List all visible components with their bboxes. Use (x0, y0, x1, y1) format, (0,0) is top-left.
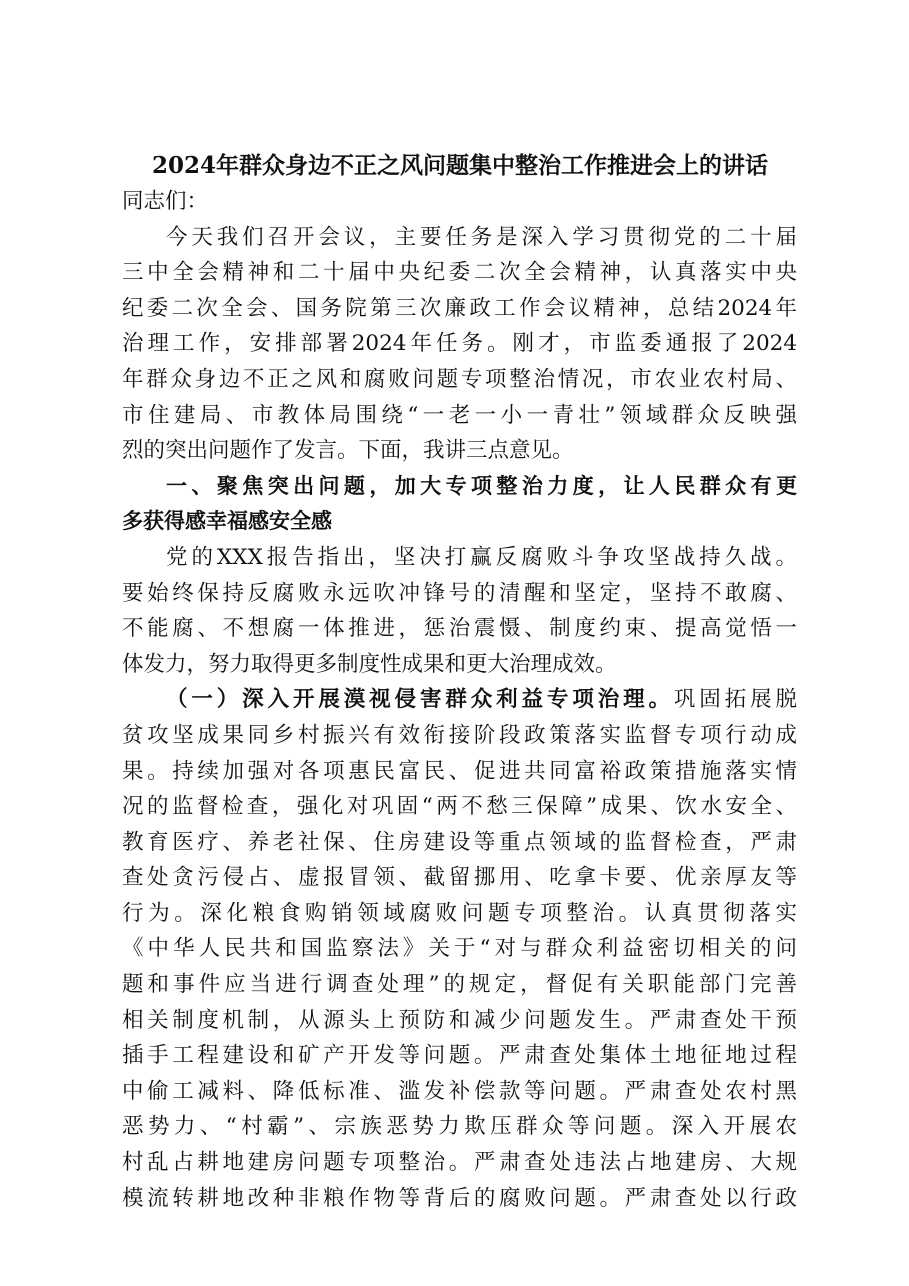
line-text: 要始终保持反腐败永远吹冲锋号的清醒和坚定，坚持不敢腐、 (122, 580, 797, 606)
line-text: 果。持续加强对各项惠民富民、促进共同富裕政策措施落实情 (122, 758, 797, 784)
line-text: 烈的突出问题作了发言。下面，我讲三点意见。 (122, 438, 574, 464)
text-line (122, 789, 797, 825)
text-line (122, 860, 797, 896)
line-text: 插手工程建设和矿产开发等问题。严肃查处集体土地征地过程 (122, 1043, 797, 1069)
text-line (122, 1109, 797, 1145)
text-line (122, 576, 797, 612)
line-text: 三中全会精神和二十届中央纪委二次全会精神，认真落实中央 (122, 260, 797, 286)
line-text: 中偷工减料、降低标准、滥发补偿款等问题。严肃查处农村黑 (122, 1078, 797, 1104)
text-line (122, 896, 797, 932)
line-text: 党的XXX报告指出，坚决打赢反腐败斗争攻坚战持久战。 (166, 544, 797, 570)
line-text: 况的监督检查，强化对巩固“两不愁三保障”成果、饮水安全、 (122, 794, 797, 820)
text-line (122, 1181, 797, 1217)
line-text: 年群众身边不正之风和腐败问题专项整治情况，市农业农村局、 (122, 366, 797, 392)
text-line (122, 967, 797, 1003)
line-text: 市住建局、市教体局围绕“一老一小一青壮”领域群众反映强 (122, 402, 797, 428)
line-text: 村乱占耕地建房问题专项整治。严肃查处违法占地建房、大规 (122, 1150, 797, 1176)
text-line (122, 1038, 797, 1074)
text-line (122, 362, 797, 398)
text-line (122, 682, 797, 718)
text-line (122, 291, 797, 327)
line-text: 题和事件应当进行调查处理”的规定，督促有关职能部门完善 (122, 972, 797, 998)
salutation: 同志们： (122, 189, 209, 214)
line-text: 模流转耕地改种非粮作物等背后的腐败问题。严肃查处以行政 (122, 1185, 797, 1211)
text-line (122, 825, 797, 861)
line-text: 恶势力、“村霸”、宗族恶势力欺压群众等问题。深入开展农 (122, 1114, 797, 1140)
text-line (122, 1145, 797, 1181)
line-text: 教育医疗、养老社保、住房建设等重点领域的监督检查，严肃 (122, 829, 797, 855)
text-line (122, 540, 797, 576)
line-text: 今天我们召开会议，主要任务是深入学习贯彻党的二十届 (166, 224, 797, 250)
text-line (122, 220, 797, 256)
line-text: 多获得感幸福感安全感 (122, 509, 332, 534)
text-line (122, 754, 797, 790)
text-line (122, 1074, 797, 1110)
section-heading-line (122, 504, 797, 540)
text-line (122, 433, 797, 469)
document-body (122, 184, 797, 1216)
line-text: 相关制度机制，从源头上预防和减少问题发生。严肃查处干预 (122, 1007, 797, 1033)
text-line (122, 1003, 797, 1039)
text-line (122, 398, 797, 434)
line-text: 巩固拓展脱 (673, 687, 797, 713)
document-title: 2024年群众身边不正之风问题集中整治工作推进会上的讲话 (151, 152, 768, 179)
paragraph-lines (122, 220, 797, 1217)
subsection-heading: （一）深入开展漠视侵害群众利益专项治理。 (166, 687, 674, 713)
line-text: 查处贪污侵占、虚报冒领、截留挪用、吃拿卡要、优亲厚友等 (122, 865, 797, 891)
text-line (122, 718, 797, 754)
section-heading-line (122, 469, 797, 505)
text-line (122, 611, 797, 647)
text-line (122, 255, 797, 291)
line-text: 治理工作，安排部署2024年任务。刚才，市监委通报了2024 (122, 331, 797, 357)
line-text: 贫攻坚成果同乡村振兴有效衔接阶段政策落实监督专项行动成 (122, 722, 797, 748)
text-line (122, 326, 797, 362)
line-text: 不能腐、不想腐一体推进，惩治震慑、制度约束、提高觉悟一 (122, 616, 797, 642)
line-text: 一、聚焦突出问题，加大专项整治力度，让人民群众有更 (166, 473, 797, 498)
line-text: 纪委二次全会、国务院第三次廉政工作会议精神，总结2024年 (122, 295, 797, 321)
text-line (122, 931, 797, 967)
line-text: 《中华人民共和国监察法》关于“对与群众利益密切相关的问 (122, 936, 797, 962)
line-text: 体发力，努力取得更多制度性成果和更大治理成效。 (122, 651, 617, 677)
line-text: 行为。深化粮食购销领域腐败问题专项整治。认真贯彻落实 (122, 900, 797, 926)
text-line (122, 647, 797, 683)
